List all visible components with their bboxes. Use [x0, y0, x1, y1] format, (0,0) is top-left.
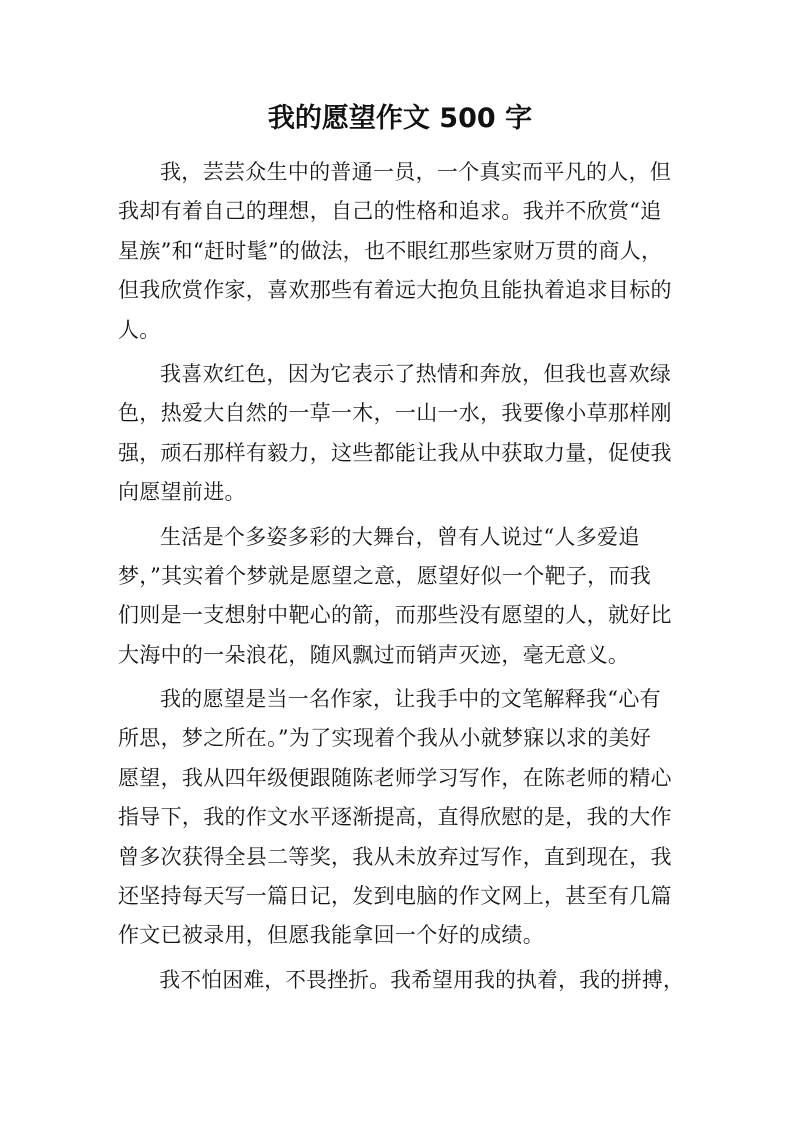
- text-line: 向愿望前进。: [118, 480, 246, 505]
- text-line: 星族”和“赶时髦”的做法，也不眼红那些家财万贯的商人，: [118, 238, 663, 263]
- text-line: 我，芸芸众生中的普通一员，一个真实而平凡的人，但: [160, 160, 672, 184]
- text-line: 色，热爱大自然的一草一木，一山一水，我要像小草那样刚: [118, 401, 672, 426]
- text-line: 还坚持每天写一篇日记，发到电脑的作文网上，甚至有几篇: [118, 884, 672, 909]
- text-line: 们则是一支想射中靶心的箭，而那些没有愿望的人，就好比: [118, 603, 672, 628]
- document-body: [118, 153, 684, 1000]
- text-line: 生活是个多姿多彩的大舞台，曾有人说过“人多爱追: [160, 524, 640, 549]
- text-line: 指导下，我的作文水平逐渐提高，直得欣慰的是，我的大作: [118, 805, 672, 830]
- paragraph-5: [118, 961, 684, 1000]
- paragraph-4: [118, 680, 684, 956]
- text-line: 强，顽石那样有毅力，这些都能让我从中获取力量，促使我: [118, 440, 672, 465]
- text-line: 人。: [118, 317, 161, 342]
- text-line: 我喜欢红色，因为它表示了热情和奔放，但我也喜欢绿: [160, 361, 672, 386]
- paragraph-3: [118, 518, 684, 676]
- text-line: 愿望，我从四年级便跟随陈老师学习写作，在陈老师的精心: [118, 765, 672, 790]
- text-line: 梦，”其实着个梦就是愿望之意，愿望好似一个靶子，而我: [118, 563, 652, 588]
- page-title: 我的愿望作文 500 字: [267, 103, 533, 134]
- text-line: 作文已被录用，但愿我能拿回一个好的成绩。: [118, 923, 544, 948]
- text-line: 大海中的一朵浪花，随风飘过而销声灭迹，毫无意义。: [118, 642, 630, 667]
- text-line: 曾多次获得全县二等奖，我从未放弃过写作，直到现在，我: [118, 844, 672, 869]
- text-line: 我却有着自己的理想，自己的性格和追求。我并不欣赏“追: [118, 199, 662, 224]
- text-line: 我不怕困难，不畏挫折。我希望用我的执着，我的拼搏，: [159, 967, 684, 992]
- paragraph-1: [118, 153, 684, 350]
- paragraph-2: [118, 355, 684, 513]
- text-line: 但我欣赏作家，喜欢那些有着远大抱负且能执着追求目标的: [118, 278, 672, 303]
- text-line: 所思，梦之所在。”为了实现着个我从小就梦寐以求的美好: [118, 726, 652, 751]
- text-line: 我的愿望是当一名作家，让我手中的文笔解释我“心有: [160, 687, 661, 712]
